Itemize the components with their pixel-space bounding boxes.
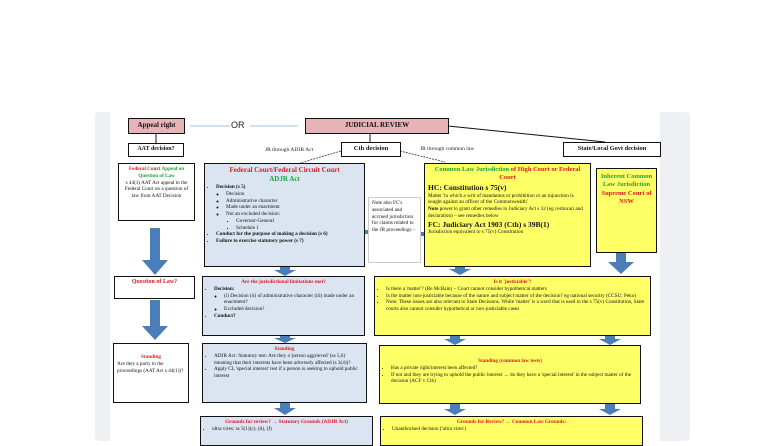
fc-appeal-title-2: Appeal on Question of Law: [138, 166, 185, 179]
limits-item: ◦ (i) Decision (ii) of administrative character (iii) made under an enactment?: [224, 293, 361, 307]
limits-item: ◦ Excluded decision?: [224, 306, 361, 313]
common-law-box: [424, 163, 591, 267]
cl-fc-body: Jurisdiction equivalent to s 75(v) Constitution: [428, 229, 524, 236]
standing-cl-box: [379, 345, 641, 404]
cl-title-1: Common Law Jurisdiction: [434, 166, 511, 173]
jr-adjr-label: JR through ADJR Act: [265, 147, 314, 153]
standing-cl-item: • If not and they are trying to uphold the public interest → do they have a 'special interest' in the subject matter of the decision (ACF v Cth): [391, 372, 637, 386]
limits-title: Are the jurisdictional limitations met?: [241, 279, 326, 285]
adjr-item: ◦ Made under an enactment: [226, 204, 361, 211]
cl-hc-body: Matter 'in which a writ of mandamus or prohibition or an injunction is sought against an officer of the Commonwealth': [428, 192, 574, 206]
standing-left-box: [113, 343, 189, 403]
grounds-adjr-box: [200, 416, 373, 446]
standing-adjr-item: • ADJR Act: Statutory test: Are they a 'person aggrieved' (ss 5,6) meaning that their interests have been adversely affected (s 3(4))?: [214, 353, 363, 367]
standing-cl-item: • Has a private right/interest been affected?: [391, 365, 637, 372]
standing-cl-title: Standing (common law tests): [478, 358, 542, 364]
note-box: Note also FC's associated and accrued jurisdiction for claims related to the JR proceedings –: [368, 197, 421, 263]
adjr-item: Decision (s 5): [216, 184, 246, 191]
adjr-item: ◦ Administrative character: [226, 198, 361, 205]
grounds-cl-title: Grounds for Review? → Common Law Grounds:: [456, 419, 567, 425]
limits-item: Decision:: [214, 285, 235, 292]
fc-appeal-box: [118, 163, 195, 221]
adjr-item: Failure to exercise statutory power (s 7): [216, 238, 304, 245]
justiciable-title: Is it 'justiciable'?: [493, 279, 532, 285]
adjr-title-1: Federal Court/Federal Circuit Court: [229, 166, 340, 174]
question-of-law-box: Question of Law?: [114, 276, 195, 299]
judicial-review-box: [305, 118, 449, 134]
grounds-adjr-item: • ultra vires: ss 5(1)(c), (d), (f): [212, 426, 369, 433]
inherent-title: Inherent Common Law Jurisdiction: [600, 173, 653, 189]
fc-appeal-title-1: Federal Court: [128, 166, 162, 172]
adjr-item: ▪ Governor-General: [236, 218, 361, 225]
judicial-review-label: JUDICIAL REVIEW: [344, 121, 410, 129]
appeal-right-box: [128, 118, 185, 134]
adjr-item: Not an excluded decision:: [226, 211, 281, 218]
aat-decision-box: AAT decision?: [128, 143, 184, 157]
cl-note-label: Note: [428, 206, 439, 213]
adjr-title-2: ADJR Act: [269, 175, 300, 184]
cl-hc-heading: HC: Constitution s 75(v): [428, 182, 507, 192]
grounds-cl-item: • Unauthorised decision ('ultra vires'): [392, 426, 639, 433]
supreme-court-title: Supreme Court of NSW: [601, 189, 652, 206]
justiciable-box: [374, 276, 651, 336]
cl-fc-heading: FC: Judiciary Act 1903 (Cth) s 39B(1): [428, 219, 550, 229]
grounds-adjr-title: Grounds for review? → Statutory Grounds (ADJR Act): [225, 419, 348, 425]
appeal-right-label: Appeal right: [137, 121, 176, 129]
adjr-box: [204, 163, 365, 267]
standing-left-body: Are they a party to the proceedings (AAT Act s 44(1))?: [117, 360, 184, 374]
standing-left-title: Standing: [141, 354, 161, 360]
standing-adjr-item: • Apply CL 'special interest' test if a person is seeking to uphold public interest: [214, 366, 363, 380]
justiciable-item: • Is there a 'matter'? (Re McBain) – Court cannot consider hypothetical matters: [386, 286, 647, 293]
standing-adjr-box: [202, 343, 367, 403]
standing-adjr-title: Standing: [274, 346, 295, 352]
fc-appeal-body: s 44(1) AAT Act appeal to the Federal Court on a question of law from AAT Decision: [124, 179, 189, 199]
limits-item: Conduct?: [214, 312, 236, 319]
or-label: OR: [231, 120, 245, 130]
adjr-item: Conduct for the purpose of making a decision (s 6): [216, 231, 328, 238]
adjr-item: ▪ Schedule 1: [236, 225, 361, 232]
state-decision-box: State/Local Govt decision: [563, 142, 661, 157]
justiciable-item: • Note: These issues are also relevant to State Decisions. While 'matter' is a word that is used in the s 75(v) Constitution, State courts also cannot consider hypothetical or non-justiciable cases: [386, 299, 647, 313]
jurisdictional-limits-box: [202, 276, 365, 336]
cl-note-body: power to grant other remedies in Judiciary Act s 32 (eg certiorari and declaration) – see remedies below: [428, 206, 583, 219]
jr-common-law-label: JR through common law: [420, 146, 475, 152]
adjr-item: ◦ Decision: [226, 191, 361, 198]
justiciable-item: • Is the matter non-justiciable because of the nature and subject matter of the decision? eg national security (CCSU; Peko): [386, 293, 647, 300]
cl-title-2: of High Court or Federal Court: [499, 166, 581, 182]
cth-decision-box: Cth decision: [341, 142, 401, 157]
grounds-cl-box: [380, 416, 643, 446]
inherent-jurisdiction-box: [596, 168, 657, 253]
